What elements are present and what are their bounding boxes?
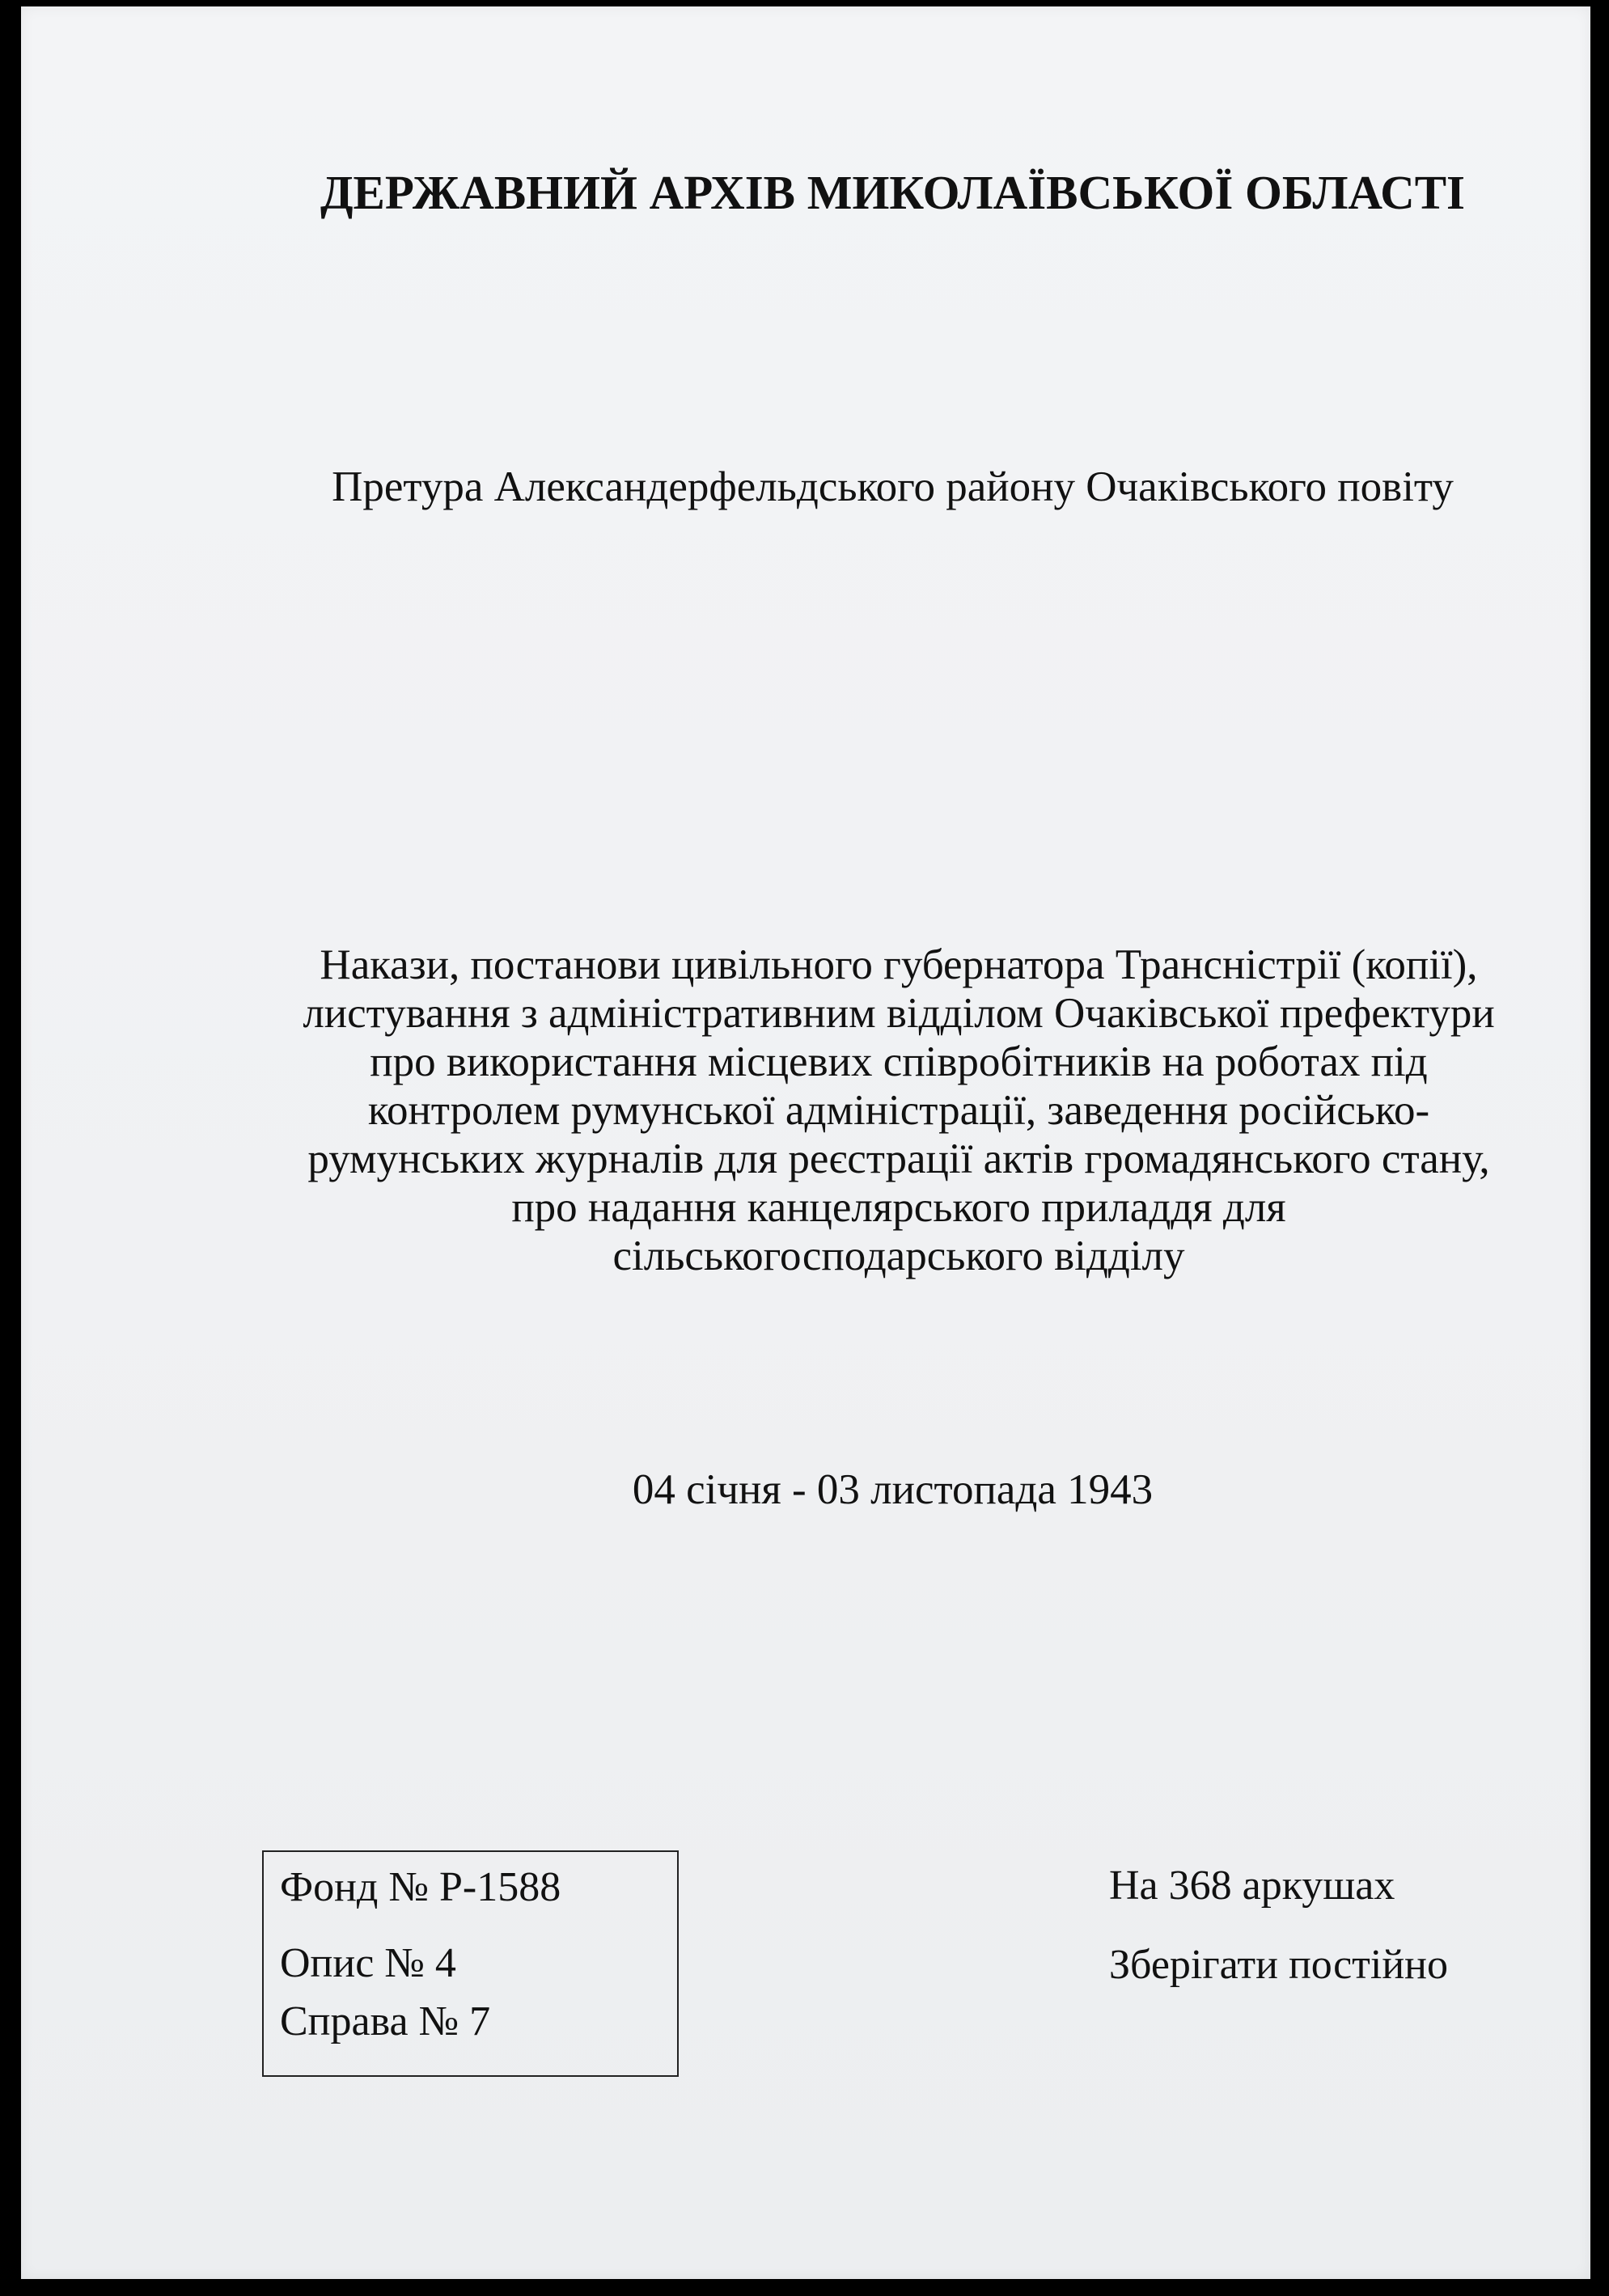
sheet-count: На 368 аркушах <box>1109 1863 1395 1909</box>
case-title-line: румунських журналів для реєстрації актів громадянського стану, <box>307 1135 1490 1182</box>
date-range: 04 січня - 03 листопада 1943 <box>632 1466 1154 1513</box>
retention-period: Зберігати постійно <box>1109 1942 1448 1988</box>
case-title-line: про надання канцелярського приладдя для <box>511 1184 1286 1231</box>
case-title-line: листування з адміністративним відділом Очаківської префектури <box>303 990 1495 1037</box>
inventory-number: Опис № 4 <box>280 1940 456 1986</box>
file-number: Справа № 7 <box>280 1998 491 2044</box>
fund-creator: Претура Александерфельдського району Очаківського повіту <box>332 463 1454 510</box>
case-title-line: контролем румунської адміністрації, заведення російсько- <box>367 1087 1430 1134</box>
case-title-line: сільськогосподарського відділу <box>612 1233 1185 1279</box>
paper-sheet <box>21 6 1590 2279</box>
fund-number: Фонд № Р-1588 <box>280 1864 561 1910</box>
case-title <box>280 941 1518 1280</box>
case-title-line: Накази, постанови цивільного губернатора Трансністрії (копії), <box>320 941 1478 988</box>
archival-reference-box <box>262 1850 679 2077</box>
archive-name-heading: ДЕРЖАВНИЙ АРХІВ МИКОЛАЇВСЬКОЇ ОБЛАСТІ <box>320 166 1466 219</box>
case-title-line: про використання місцевих співробітників на роботах під <box>370 1038 1428 1085</box>
